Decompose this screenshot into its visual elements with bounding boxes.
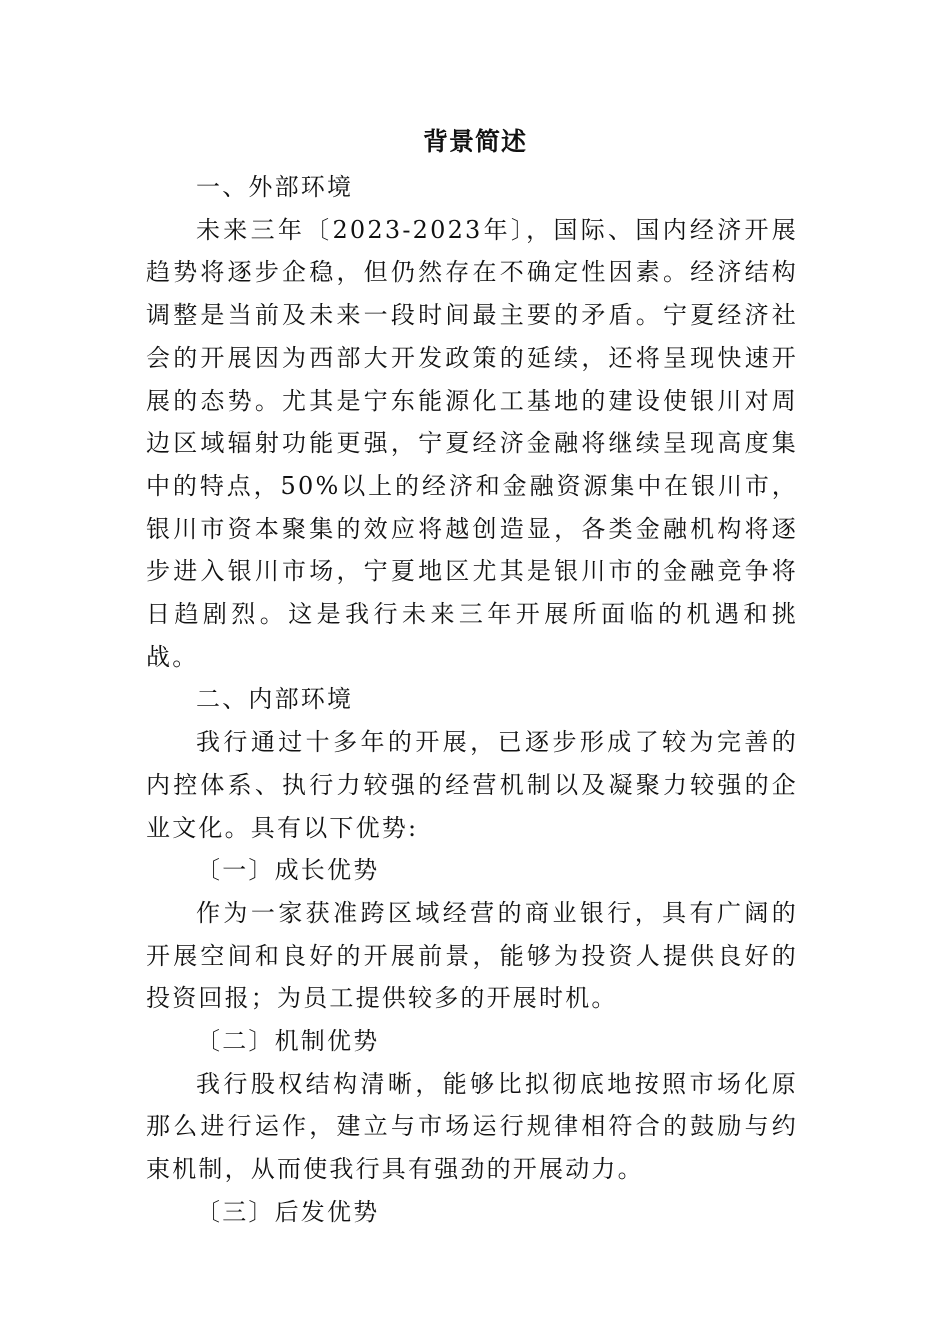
subheading-late-mover-advantage: 〔三〕后发优势: [196, 1197, 380, 1226]
paragraph-mechanism-advantage: 我行股权结构清晰，能够比拟彻底地按照市场化原那么进行运作，建立与市场运行规律相符合的鼓励与约束机制，从而使我行具有强劲的开展动力。: [146, 1069, 798, 1184]
subheading-mechanism-advantage: 〔二〕机制优势: [196, 1027, 380, 1056]
paragraph-growth-advantage: 作为一家获准跨区域经营的商业银行，具有广阔的开展空间和良好的开展前景，能够为投资人提供良好的投资回报；为员工提供较多的开展时机。: [146, 898, 798, 1013]
document-title: 背景简述: [422, 127, 527, 156]
subheading-growth-advantage: 〔一〕成长优势: [196, 856, 380, 885]
section-heading-internal: 二、内部环境: [196, 685, 354, 714]
section-heading-external: 一、外部环境: [196, 173, 354, 201]
paragraph-internal-environment: 我行通过十多年的开展，已逐步形成了较为完善的内控体系、执行力较强的经营机制以及凝聚力较强的企业文化。具有以下优势:: [146, 728, 798, 842]
document-body: [146, 166, 798, 1234]
paragraph-external-environment: 未来三年〔2023-2023年〕，国际、国内经济开展趋势将逐步企稳，但仍然存在不确定性因素。经济结构调整是当前及未来一段时间最主要的矛盾。宁夏经济社会的开展因为西部大开发政策的延续，还将呈现快速开展的态势。尤其是宁东能源化工基地的建设使银川对周边区域辐射功能更强，宁夏经济金融将继续呈现高度集中的特点，50%以上的经济和金融资源集中在银川市，银川市资本聚集的效应将越创造显，各类金融机构将逐步进入银川市场，宁夏地区尤其是银川市的金融竞争将日趋剧烈。这是我行未来三年开展所面临的机遇和挑战。: [146, 215, 798, 671]
